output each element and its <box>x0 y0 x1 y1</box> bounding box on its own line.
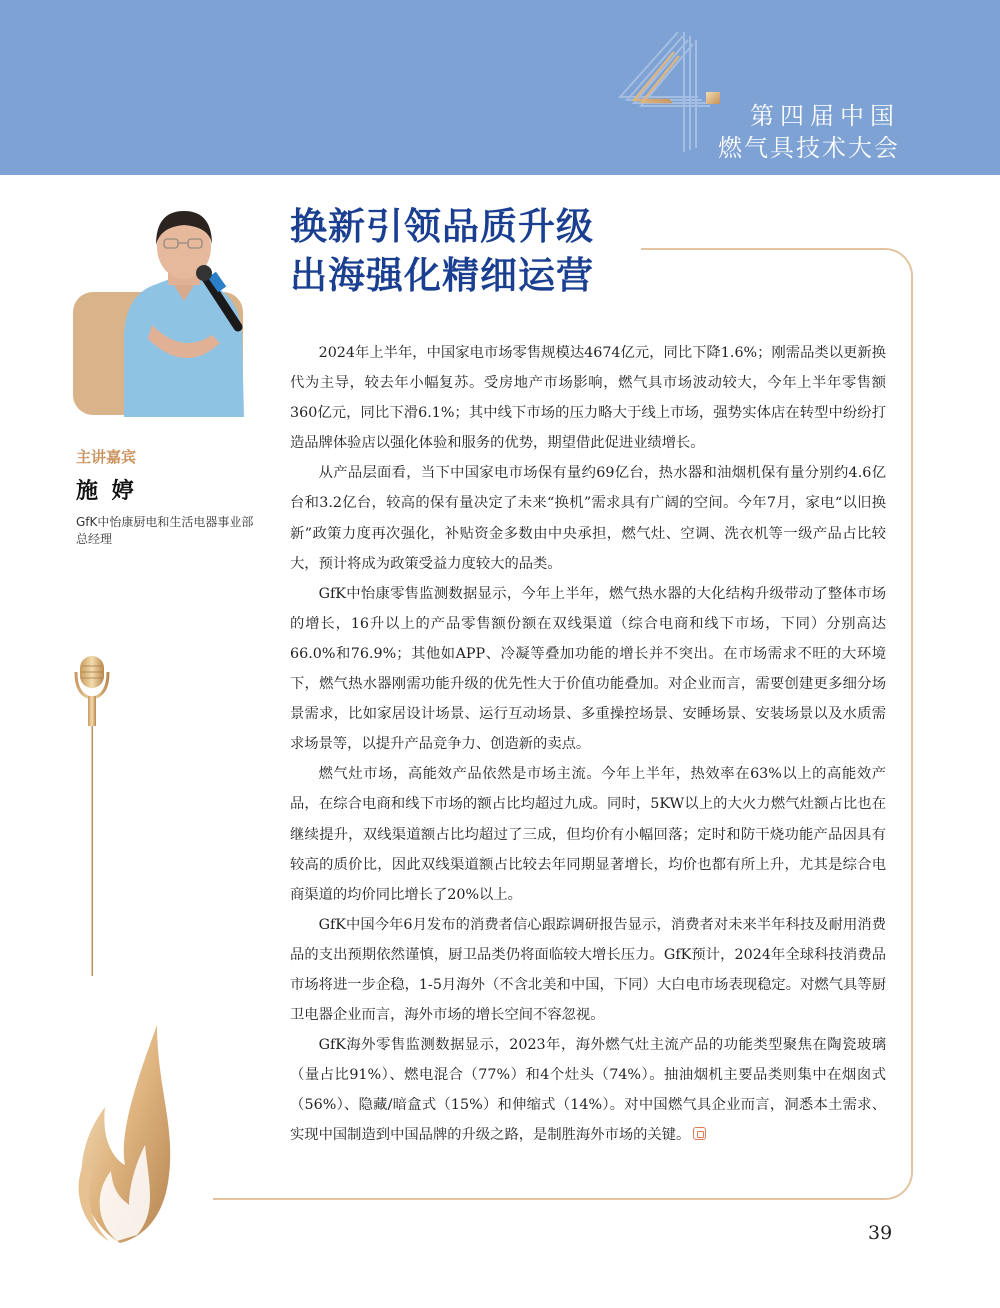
speaker-title: GfK中怡康厨电和生活电器事业部总经理 <box>76 515 254 546</box>
speaker-name: 施 婷 <box>76 479 137 504</box>
conference-name-line1: 第四届中国 <box>750 102 900 130</box>
article-title <box>290 202 594 300</box>
paragraph: 从产品层面看，当下中国家电市场保有量约69亿台，热水器和油烟机保有量分别约4.6亿台和3.2亿台，较高的保有量决定了未来“换机”需求具有广阔的空间。今年7月，家电“以旧换新”政策力度再次强化，补贴资金多数由中央承担，燃气灶、空调、洗衣机等一级产品占比较大，预计将成为政策受益力度较大的品类。 <box>290 465 886 572</box>
page-header <box>0 0 1000 175</box>
page-number: 39 <box>868 1222 893 1244</box>
paragraph: GfK中国今年6月发布的消费者信心跟踪调研报告显示，消费者对未来半年科技及耐用消费品的支出预期依然谨慎，厨卫品类仍将面临较大增长压力。GfK预计，2024年全球科技消费品市场将进一步企稳，1-5月海外（不含北美和中国，下同）大白电市场表现稳定。对燃气具等厨卫电器企业而言，海外市场的增长空间不容忽视。 <box>290 916 886 1024</box>
paragraph-last <box>290 1030 886 1150</box>
vintage-microphone-icon <box>70 652 120 982</box>
article-title-line1: 换新引领品质升级 <box>290 205 594 248</box>
article-title-line2: 出海强化精细运营 <box>290 254 594 297</box>
article-body <box>290 338 886 1151</box>
conference-name-line2: 燃气具技术大会 <box>718 134 900 162</box>
paragraph: 燃气灶市场，高能效产品依然是市场主流。今年上半年，热效率在63%以上的高能效产品，在综合电商和线下市场的额占比均超过九成。同时，5KW以上的大火力燃气灶额占比也在继续提升，双线渠道额占比均超过了三成，但均价有小幅回落；定时和防干烧功能产品因具有较高的质价比，因此双线渠道额占比较去年同期显著增长，均价也都有所上升，尤其是综合电商渠道的均价同比增长了20%以上。 <box>290 766 886 903</box>
gold-flame-icon <box>65 1015 175 1245</box>
end-of-article-mark-icon <box>693 1127 706 1140</box>
paragraph: 2024年上半年，中国家电市场零售规模达4674亿元，同比下降1.6%；刚需品类以更新换代为主导，较去年小幅复苏。受房地产市场影响，燃气具市场波动较大，今年上半年零售额360亿元，同比下滑6.1%；其中线下市场的压力略大于线上市场，强势实体店在转型中纷纷打造品牌体验店以强化体验和服务的优势，期望借此促进业绩增长。 <box>290 345 886 452</box>
speaker-role-label: 主讲嘉宾 <box>76 448 137 466</box>
paragraph: GfK海外零售监测数据显示，2023年，海外燃气灶主流产品的功能类型聚焦在陶瓷玻璃（量占比91%）、燃电混合（77%）和4个灶头（74%）。抽油烟机主要品类则集中在烟囱式（56%）、隐藏/暗盒式（15%）和伸缩式（14%）。对中国燃气具企业而言，洞悉本土需求、实现中国制造到中国品牌的升级之路，是制胜海外市场的关键。 <box>290 1037 886 1144</box>
paragraph: GfK中怡康零售监测数据显示，今年上半年，燃气热水器的大化结构升级带动了整体市场的增长，16升以上的产品零售额份额在双线渠道（综合电商和线下市场，下同）分别高达66.0%和76.9%；其他如APP、冷凝等叠加功能的增长并不突出。在市场需求不旺的大环境下，燃气热水器刚需功能升级的优先性大于价值功能叠加。对企业而言，需要创建更多细分场景需求，比如家居设计场景、运行互动场景、多重操控场景、安睡场景、安装场景以及水质需求场景等，以提升产品竞争力、创造新的卖点。 <box>290 585 886 753</box>
